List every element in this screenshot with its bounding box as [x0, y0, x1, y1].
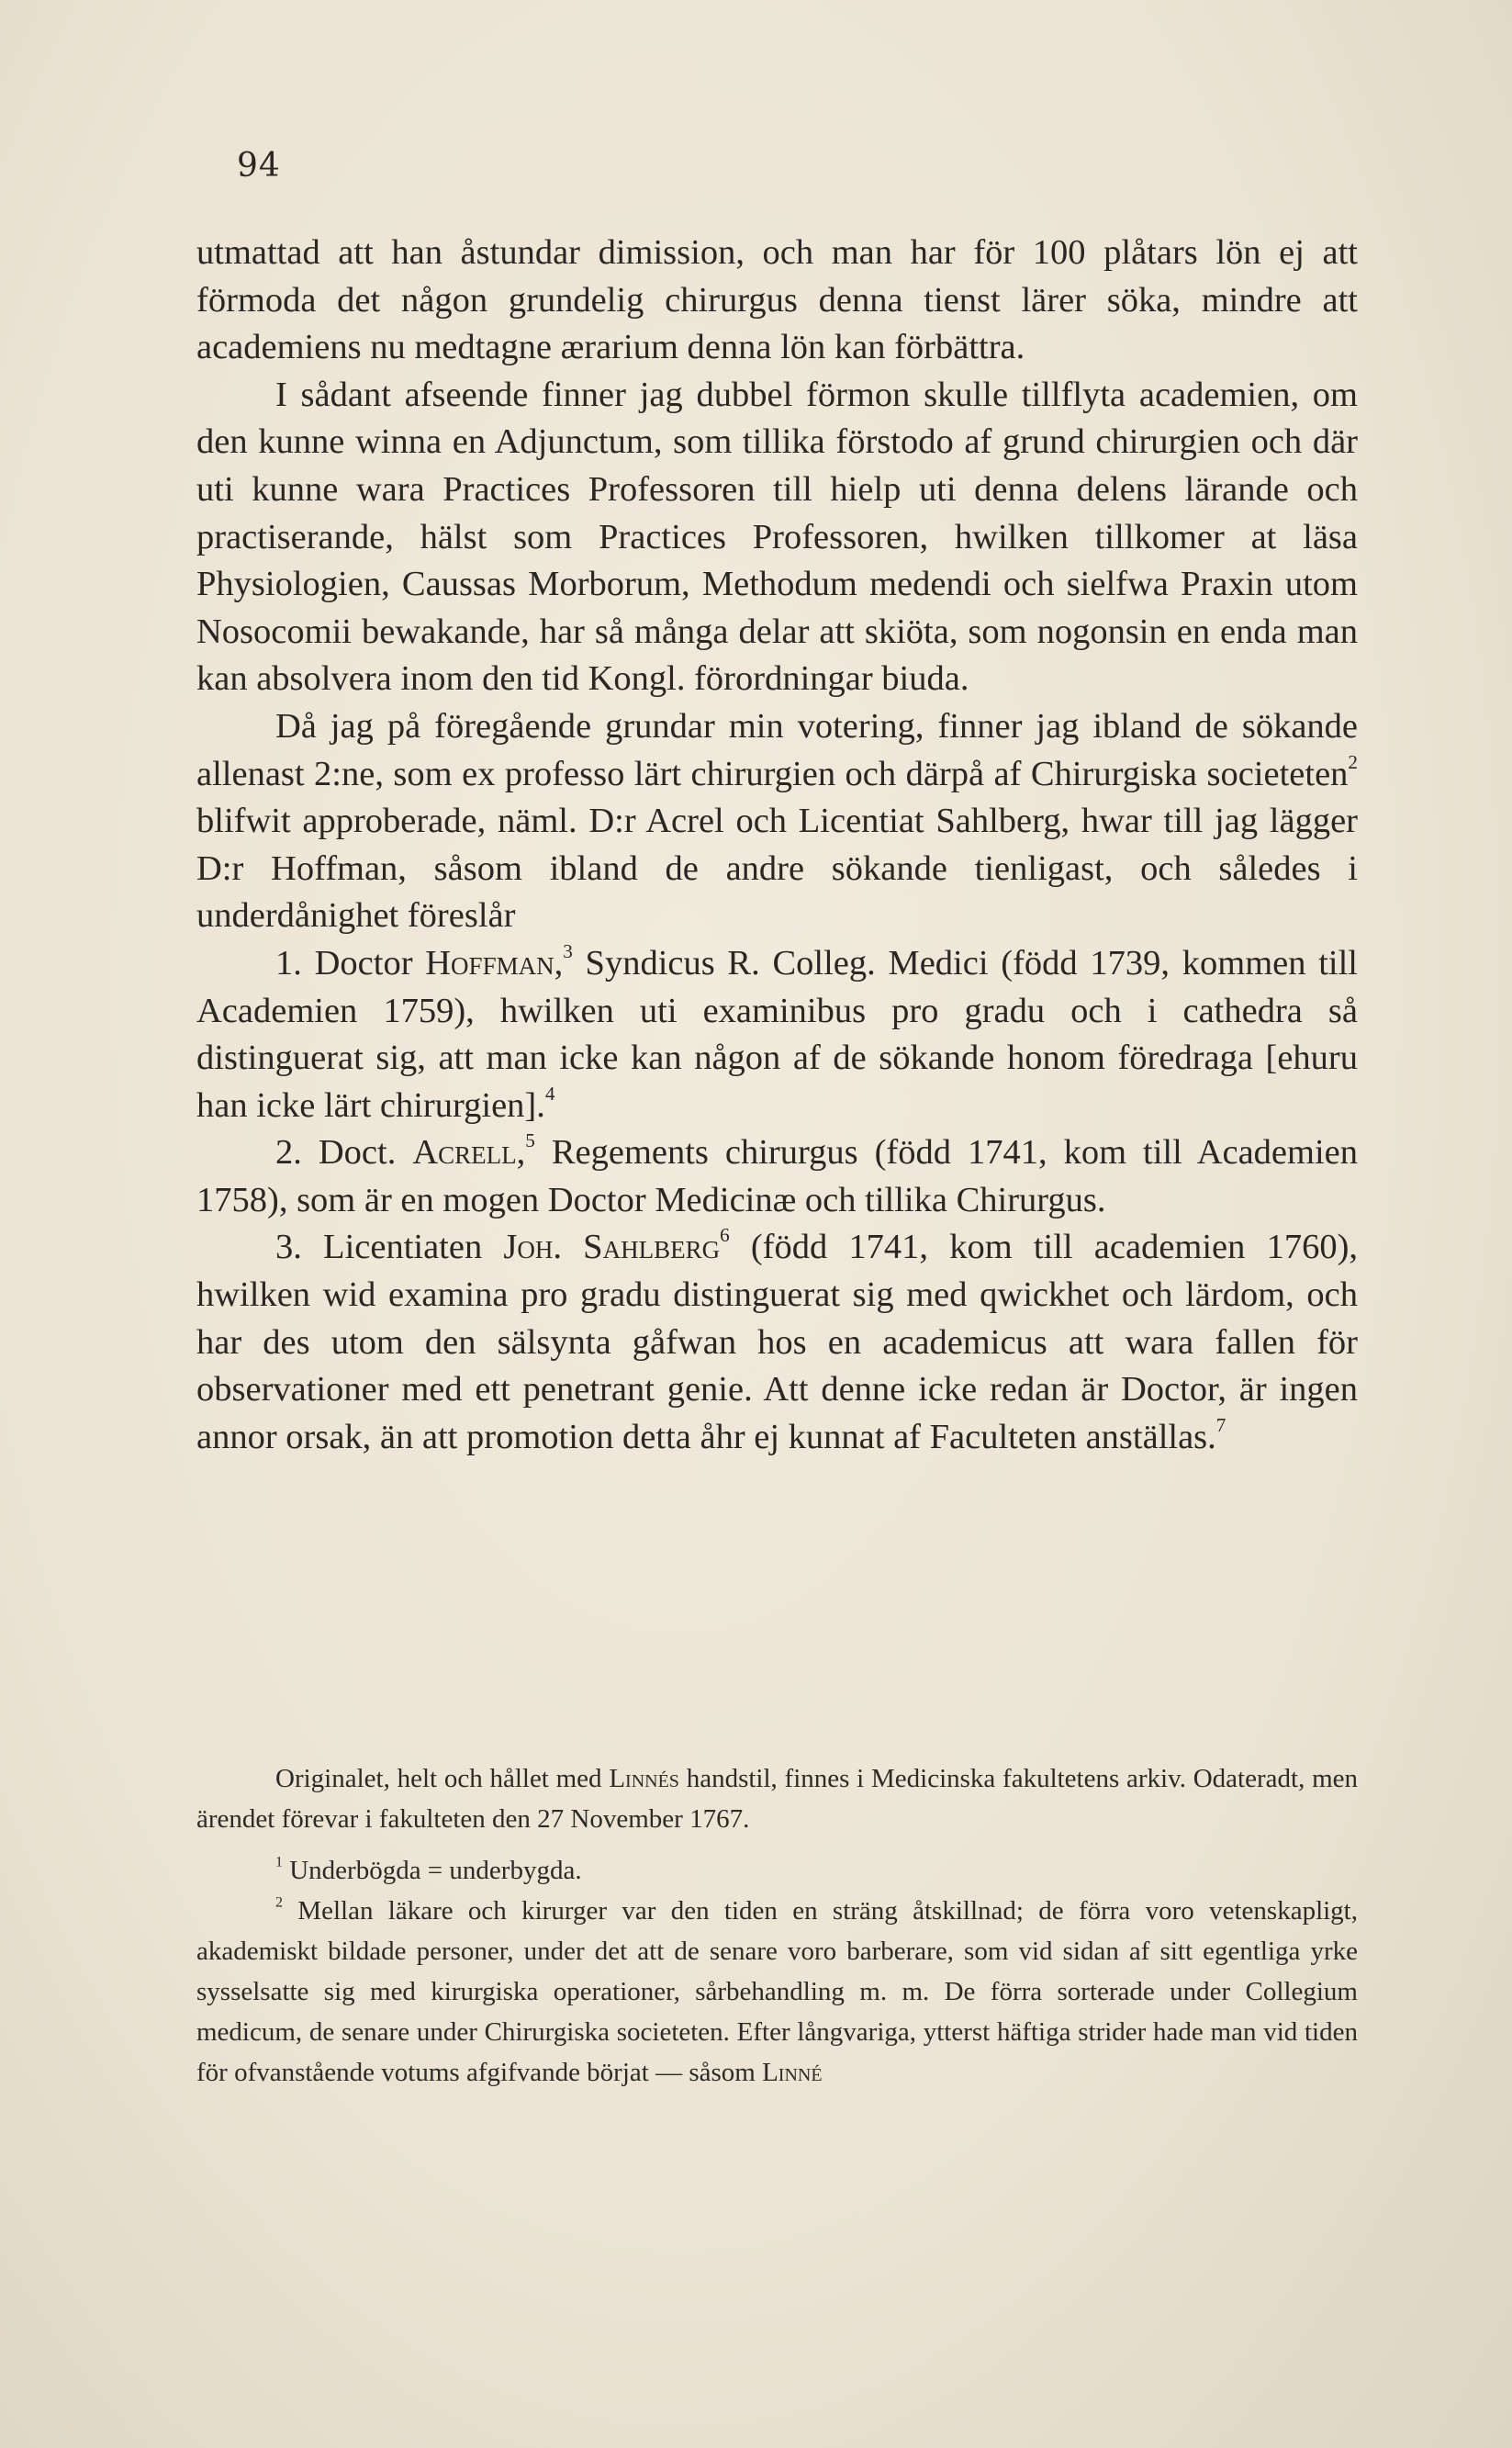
paragraph-candidate-3: 3. Licentiaten Joh. Sahlberg$^6$ (född 1741, kom till academien 1760), hwilken wid examina pro gradu distinguerat sig med qwickhet och lärdom, och har des utom den sälsynta gåfwan hos en academicus att wara fallen för observationer med ett penetrant genie. Att denne icke redan är Doctor, är ingen annor orsak, än att promotion detta åhr ej kunnat af Faculteten anställas.$^7$	[196, 1224, 1359, 1456]
footnote-1: $^1$ Underbögda = underbygda.	[275, 1854, 582, 1885]
footnote-ref-4: 4	[544, 1082, 555, 1105]
paragraph-1: utmattad att han åstundar dimission, och man har för 100 plåtars lön ej att förmoda det någon grundelig chirurgus denna tienst lärer söka, mindre att academiens nu medtagne ærarium denna lön kan förbättra.	[196, 233, 1358, 367]
body-text	[196, 230, 1358, 1461]
paragraph-candidate-1: 1. Doctor Hoffman,$^3$ Syndicus R. Colleg. Medici (född 1739, kommen till Academien 1759), hwilken uti examinibus pro gradu och i cathedra så distinguerat sig, att man icke kan någon af de sökande honom föredraga [ehuru han icke lärt chirurgien].$^4$	[196, 939, 1358, 1125]
footnote-ref-6: 6	[720, 1224, 730, 1247]
source-note: Originalet, helt och hållet med Linnés handstil, finnes i Medicinska fakultetens arkiv. Odateradt, men ärendet förevar i fakulteten den 27 November 1767.	[196, 1764, 1359, 1834]
paragraph-3: Då jag på föregående grundar min votering, finner jag ibland de sökande allenast 2:ne, som ex professo lärt chirurgien och därpå af Chirurgiska societeten$^2$ blifwit approberade, näml. D:r Acrel och Licentiat Sahlberg, hwar till jag lägger D:r Hoffman, såsom ibland de andre sökande tienligast, och således i underdånighet föreslår	[196, 706, 1358, 936]
candidate-name: Acrell,	[412, 1133, 526, 1173]
candidate-name: Joh. Sahlberg	[503, 1228, 721, 1267]
footnote-2: $^2$ Mellan läkare och kirurger var den tiden en sträng åtskillnad; de förra voro vetenskapligt, akademiskt bildade personer, under det att de senare voro barberare, som vid sidan af sitt egentliga yrke sysselsatte sig med kirurgiska operationer, sårbehandling m. m. De förra sorterade under Collegium medicum, de senare under Chirurgiska societeten. Efter långvariga, ytterst häftiga strider hade man vid tiden för ofvanstående votums afgifvande börjat — såsom Linné	[196, 1894, 1358, 2087]
footnote-ref-2: 2	[1348, 750, 1358, 773]
footnote-ref-5: 5	[525, 1129, 535, 1152]
page-number: 94	[237, 147, 281, 185]
footnote-ref-7: 7	[1215, 1413, 1226, 1436]
paragraph-candidate-2: 2. Doct. Acrell,$^5$ Regements chirurgus (född 1741, kom till Academien 1758), som är en mogen Doctor Medicinæ och tillika Chirurgus.	[196, 1129, 1358, 1219]
candidate-name: Hoffman,	[425, 943, 564, 983]
footnotes	[196, 1758, 1358, 2093]
footnote-ref-3: 3	[563, 939, 573, 962]
paragraph-2: I sådant afseende finner jag dubbel förmon skulle tillflyta academien, om den kunne winna en Adjunctum, som tillika förstodo af grund chirurgien och där uti kunne wara Practices Professoren till hielp uti denna delens lärande och practiserande, hälst som Practices Professoren, hwilken tillkomer at läsa Physiologien, Caussas Morborum, Methodum medendi och sielfwa Praxin utom Nosocomii bewakande, har så många delar att skiöta, som nogonsin en enda man kan absolvera inom den tid Kongl. förordningar biuda.	[196, 375, 1358, 699]
